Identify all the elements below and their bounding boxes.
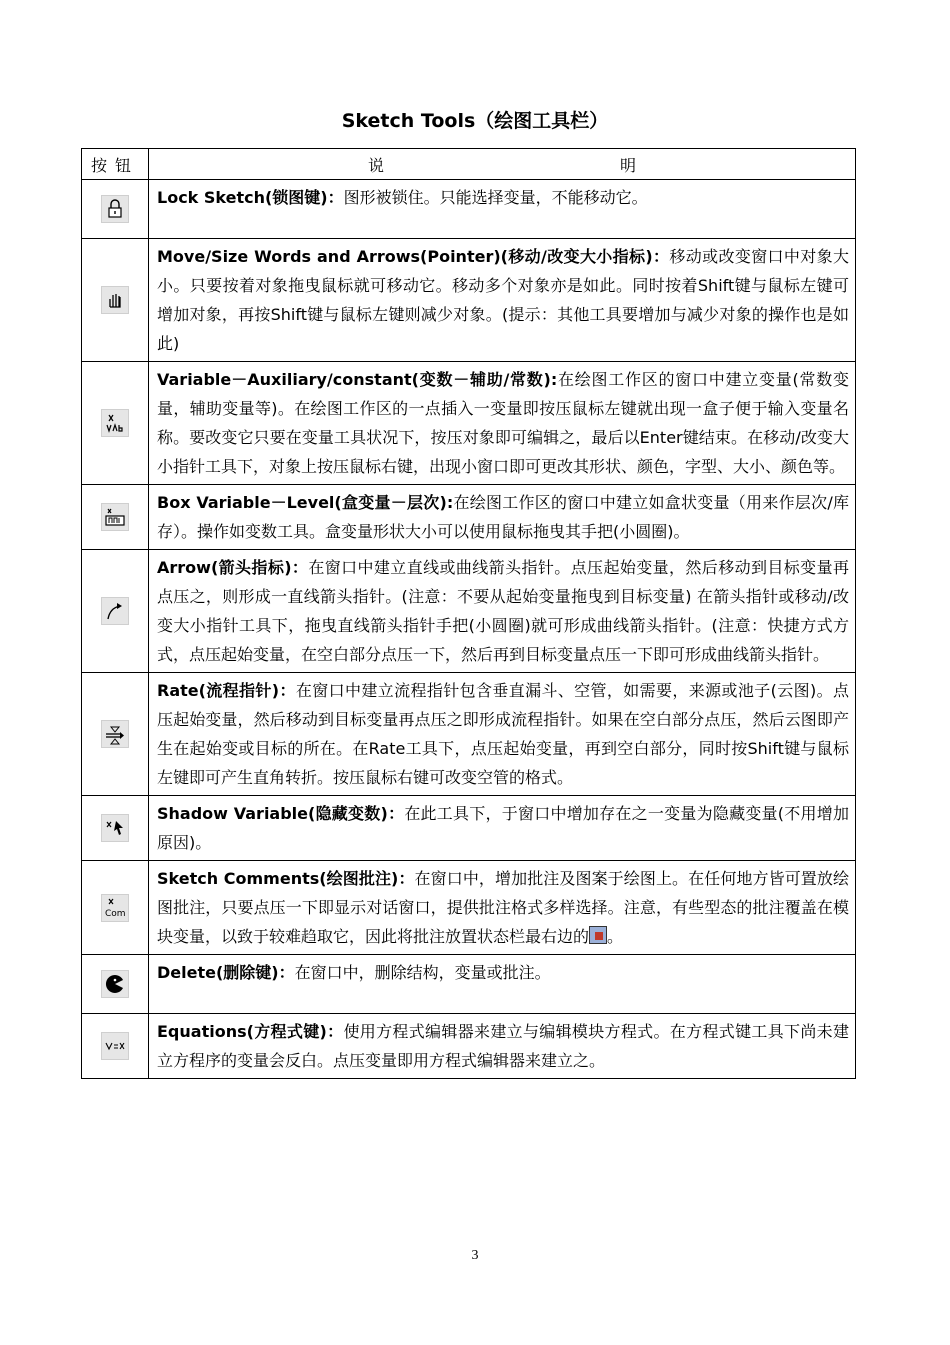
tool-name: Arrow(箭头指标)： — [157, 558, 309, 577]
header-desc-right: 明 — [620, 155, 637, 175]
shadow-variable-icon[interactable] — [101, 814, 129, 842]
table-row — [82, 362, 856, 485]
tool-name: Variable－Auxiliary/constant(变数－辅助/常数): — [157, 370, 558, 389]
tool-text: 在绘图工作区的窗口中建立变量(常数变量，辅助变量等)。在绘图工作区的一点插入一变量即按压鼠标左键就出现一盒子便于输入变量名称。要改变它只要在变量工具状况下，按压对象即可编辑之，最后以Enter键结束。在移动/改变大小指针工具下，对象上按压鼠标右键，出现小窗口即可更改其形状、颜色，字型、大小、颜色等。 — [157, 370, 849, 476]
tool-description — [149, 673, 856, 796]
tool-description — [149, 1014, 856, 1079]
tool-text: 在窗口中，删除结构，变量或批注。 — [294, 963, 551, 982]
tool-text: 图形被锁住。只能选择变量，不能移动它。 — [343, 188, 648, 207]
hand-pointer-icon[interactable] — [101, 286, 129, 314]
rate-icon[interactable] — [101, 720, 129, 748]
svg-text:Com: Com — [105, 908, 126, 919]
tool-text: 使用方程式编辑器来建立与编辑模块方程式。在方程式键工具下尚未建立方程序的变量会反白。点压变量即用方程式编辑器来建立之。 — [157, 1022, 849, 1070]
tool-name: Shadow Variable(隐藏变数)： — [157, 804, 405, 823]
variable-icon[interactable] — [101, 409, 129, 437]
table-header-row — [82, 149, 856, 180]
tool-name: Move/Size Words and Arrows(Pointer)(移动/改变大小指标)： — [157, 247, 670, 266]
comment-icon[interactable] — [101, 894, 129, 922]
arrow-icon[interactable] — [101, 597, 129, 625]
tool-description — [149, 485, 856, 550]
tool-name: Rate(流程指针)： — [157, 681, 296, 700]
status-bar-comment-icon — [589, 926, 607, 944]
table-row — [82, 796, 856, 861]
sketch-tools-table — [81, 148, 856, 1079]
tool-name: Delete(删除键)： — [157, 963, 295, 982]
tool-description — [149, 239, 856, 362]
table-row — [82, 861, 856, 955]
table-row — [82, 955, 856, 1014]
tool-text: 在窗口中建立流程指针包含垂直漏斗、空管，如需要，来源或池子(云图)。点压起始变量，然后移动到目标变量再点压之即形成流程指针。如果在空白部分点压，然后云图即产生在起始变或目标的所在。在Rate工具下，点压起始变量，再到空白部分，同时按Shift键与鼠标左键即可产生直角转折。按压鼠标右键可改变空管的格式。 — [157, 681, 849, 787]
lock-icon[interactable] — [101, 195, 129, 223]
header-button-column: 按钮 — [82, 149, 149, 180]
table-row — [82, 180, 856, 239]
table-row — [82, 1014, 856, 1079]
tool-text: 在绘图工作区的窗口中建立如盒状变量（用来作层次/库存）。操作如变数工具。盒变量形状大小可以使用鼠标拖曳其手把(小圆圈)。 — [157, 493, 849, 541]
tool-text: 在窗口中建立直线或曲线箭头指针。点压起始变量，然后移动到目标变量再点压之，则形成一直线箭头指针。(注意：不要从起始变量拖曳到目标变量) 在箭头指针或移动/改变大小指针工具下，拖曳直线箭头指针手把(小圆圈)就可形成曲线箭头指针。(注意：快捷方式方式，点压起始变量，在空白部分点压一下，然后再到目标变量点压一下即可形成曲线箭头指针。 — [157, 558, 849, 664]
tool-text: 在窗口中，增加批注及图案于绘图上。在任何地方皆可置放绘图批注，只要点压一下即显示对话窗口，提供批注格式多样选择。注意，有些型态的批注覆盖在模块变量，以致于较难趋取它，因此将批注放置状态栏最右边的 — [157, 869, 849, 946]
tool-name: Sketch Comments(绘图批注)： — [157, 869, 415, 888]
delete-icon[interactable] — [101, 970, 129, 998]
tool-description — [149, 550, 856, 673]
tool-name: Lock Sketch(锁图键)： — [157, 188, 344, 207]
table-row — [82, 550, 856, 673]
tool-name: Equations(方程式键)： — [157, 1022, 344, 1041]
tool-description — [149, 180, 856, 239]
tool-text: 移动或改变窗口中对象大小。只要按着对象拖曳鼠标就可移动它。移动多个对象亦是如此。同时按着Shift键与鼠标左键可增加对象，再按Shift键与鼠标左键则减少对象。(提示：其他工具要增加与减少对象的操作也是如此) — [157, 247, 849, 353]
tool-name: Box Variable－Level(盒变量－层次): — [157, 493, 454, 512]
tool-description — [149, 861, 856, 955]
tool-description — [149, 796, 856, 861]
tool-description — [149, 362, 856, 485]
page-number: 3 — [471, 1248, 479, 1263]
page-title: Sketch Tools（绘图工具栏） — [341, 110, 609, 132]
box-variable-icon[interactable] — [101, 503, 129, 531]
header-desc-left: 说 — [367, 155, 384, 175]
tool-text-after: 。 — [607, 927, 624, 946]
table-row — [82, 239, 856, 362]
tool-text: 在此工具下，于窗口中增加存在之一变量为隐藏变量(不用增加原因)。 — [157, 804, 849, 852]
equations-icon[interactable] — [101, 1032, 129, 1060]
tool-description — [149, 955, 856, 1014]
header-description-column — [149, 149, 856, 180]
table-row — [82, 485, 856, 550]
table-row — [82, 673, 856, 796]
